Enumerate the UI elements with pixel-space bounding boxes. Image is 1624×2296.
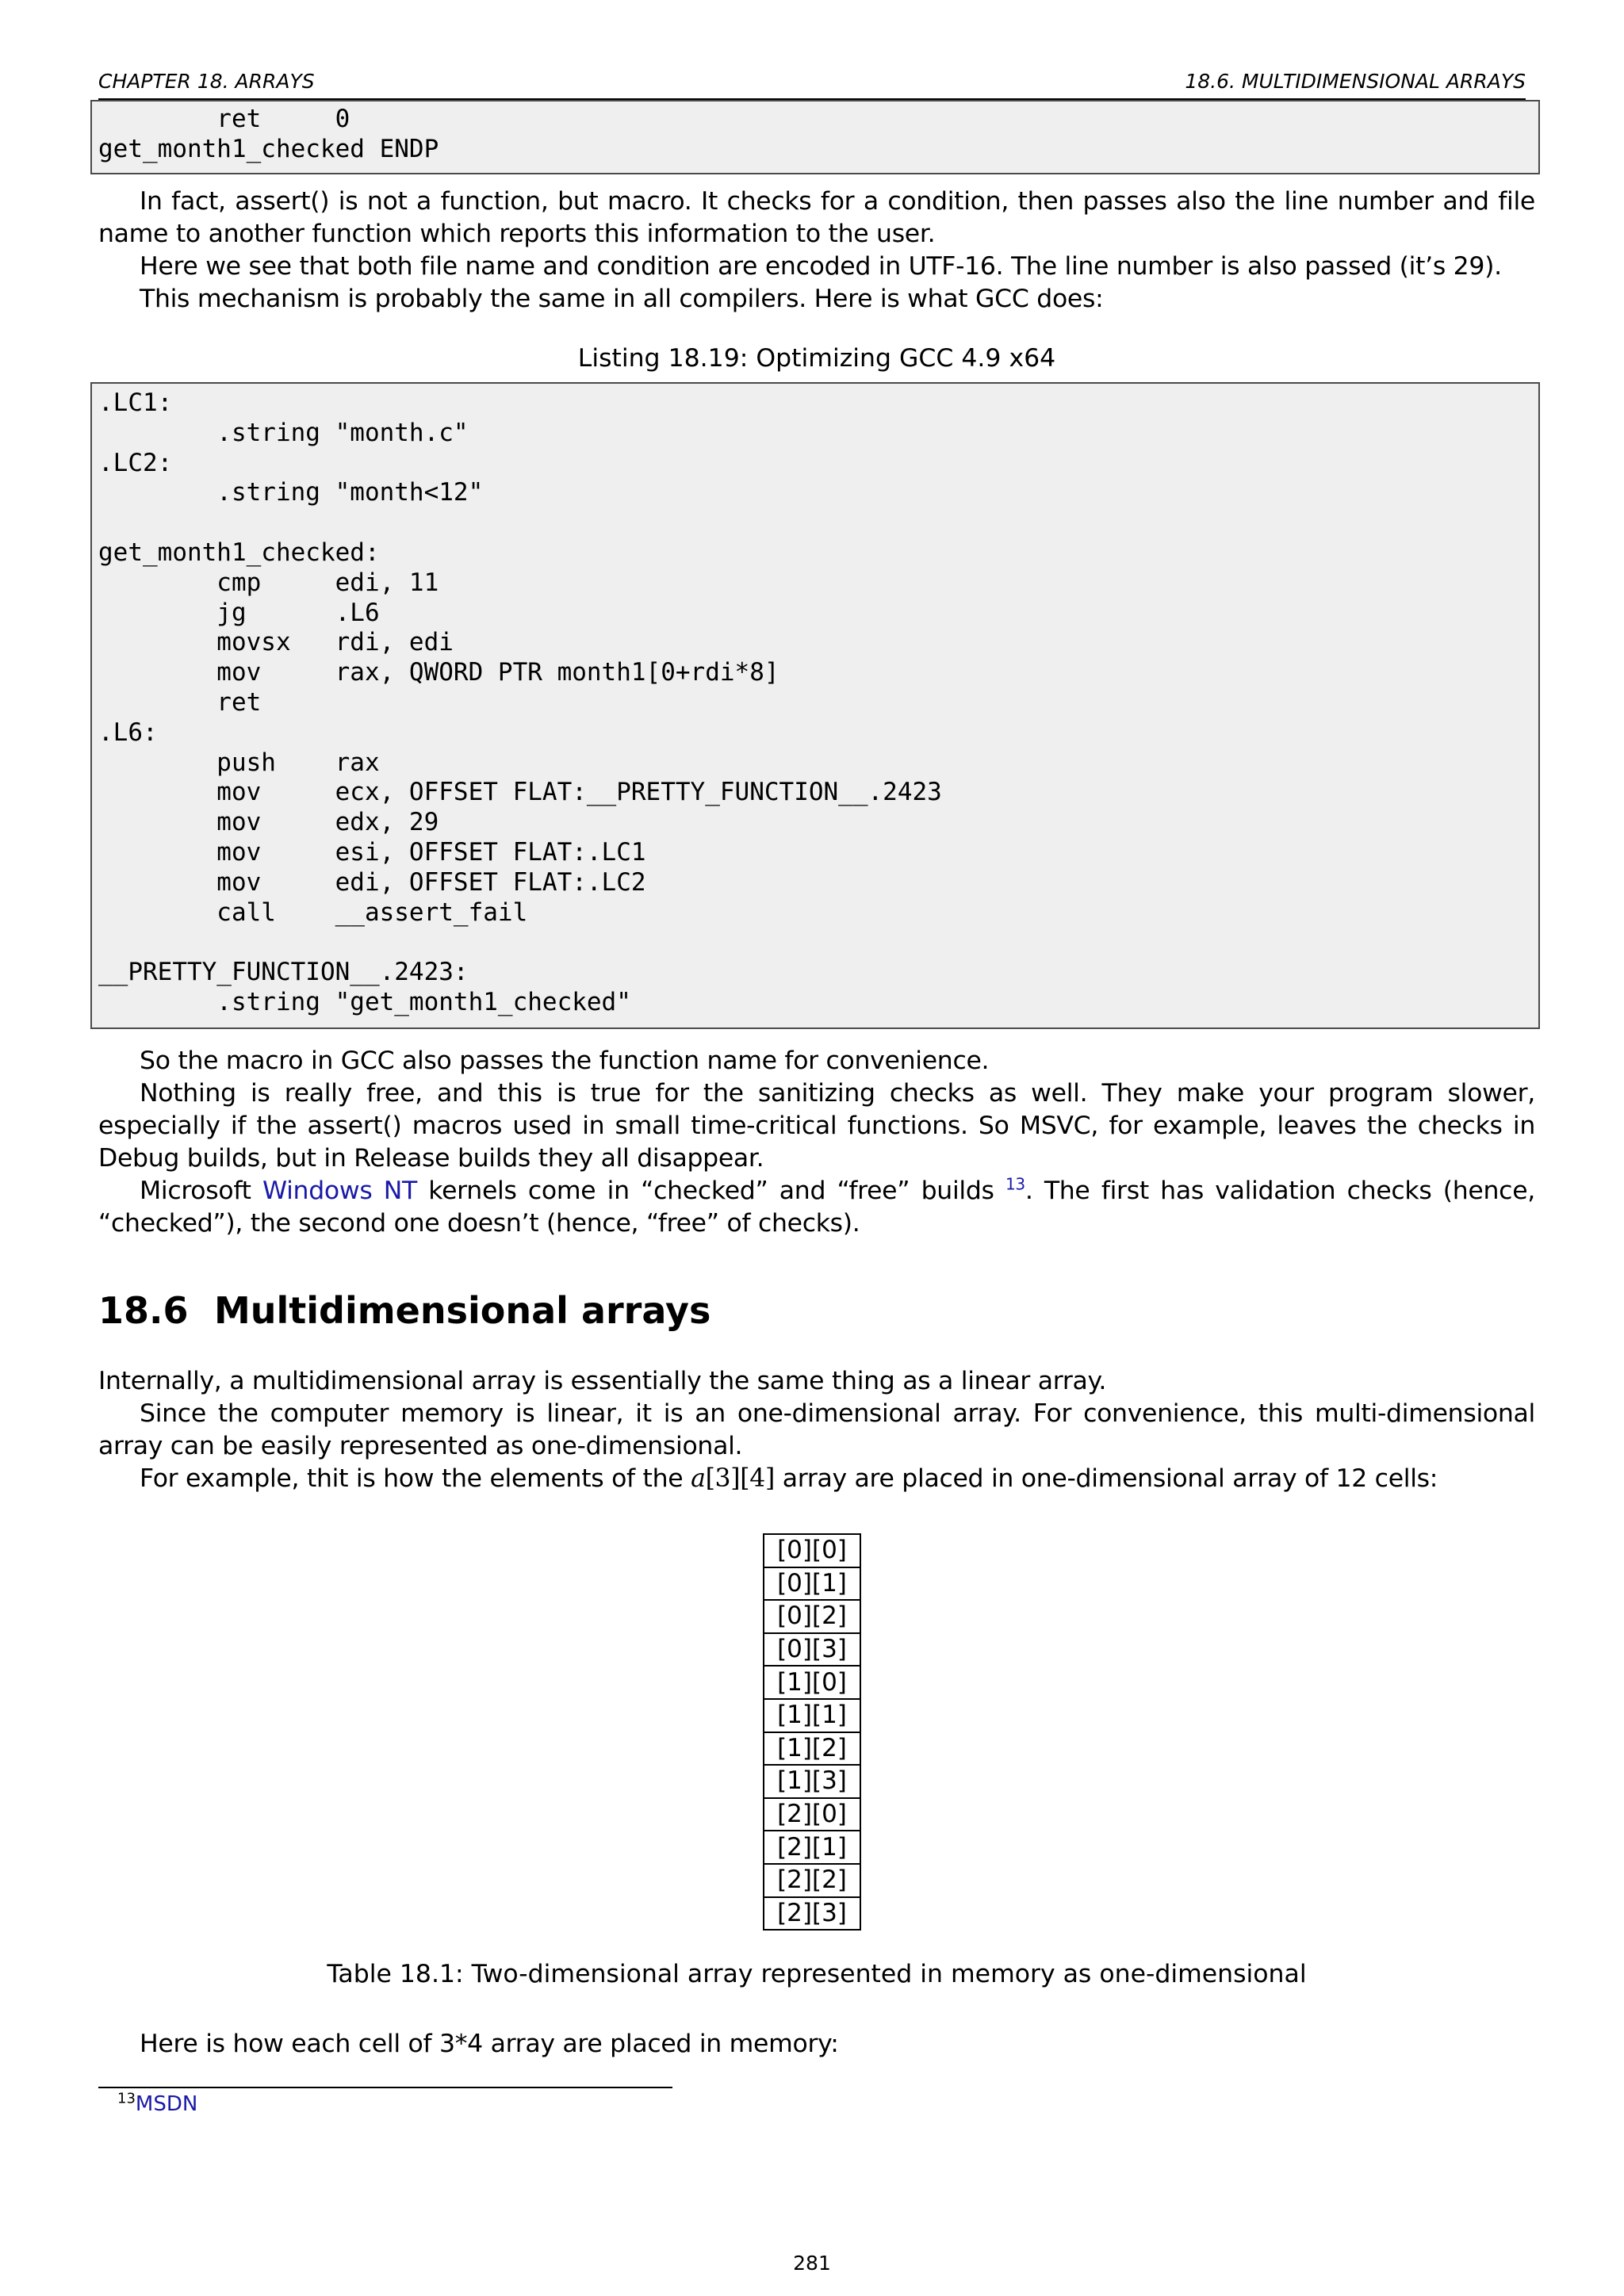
array-row <box>764 1765 860 1798</box>
table-caption: Table 18.1: Two-dimensional array represented in memory as one-dimensional <box>327 1960 1307 1988</box>
array-row <box>764 1534 860 1567</box>
array-row <box>764 1897 860 1931</box>
paragraph-assert-macro: In fact, assert() is not a function, but macro. It checks for a condition, then passes also the line number and file name to another function which reports this information to the user. <box>98 187 1535 248</box>
code-listing-gcc: .LC1: .string "month.c" .LC2: .string "month<12" get_month1_checked: cmp edi, 11 jg .L6 movsx rdi, edi mov rax, QWORD PTR month1[0+rdi*8] ret .L6: push rax mov ecx, OFFSET FLAT:__PRETTY_FUNCTION__.2423 mov edx, 29 mov esi, OFFSET FLAT:.LC1 mov edi, OFFSET FLAT:.LC2 call __assert_fail __PRETTY_FUNCTION__.2423: .string "get_month1_checked" <box>90 382 1540 1029</box>
array-cell: [2][0] <box>764 1798 860 1831</box>
footnote-number: 13 <box>117 2090 136 2107</box>
header-chapter: CHAPTER 18. ARRAYS <box>98 70 315 93</box>
footnote-ref-13[interactable]: 13 <box>1005 1174 1025 1194</box>
math-dims: [3][4] <box>705 1464 776 1493</box>
array-cell: [0][1] <box>764 1567 860 1601</box>
running-header <box>98 70 1526 100</box>
paragraph-array-example <box>98 1463 1535 1495</box>
array-cell: [1][2] <box>764 1732 860 1766</box>
section-heading <box>98 1289 710 1332</box>
array-cell: [0][0] <box>764 1534 860 1567</box>
windows-nt-text-before: Microsoft <box>140 1177 262 1205</box>
array-cell: [2][2] <box>764 1864 860 1897</box>
msdn-link[interactable]: MSDN <box>135 2092 198 2116</box>
array-layout-table <box>763 1533 861 1931</box>
array-cell: [2][3] <box>764 1897 860 1931</box>
math-a34 <box>691 1464 775 1493</box>
paragraph-windows-nt <box>98 1175 1535 1240</box>
array-row <box>764 1633 860 1667</box>
paragraph-multidim-intro: Internally, a multidimensional array is essentially the same thing as a linear array. <box>98 1367 1107 1395</box>
code-listing-msvc-tail: ret 0 get_month1_checked ENDP <box>90 100 1540 174</box>
array-row <box>764 1567 860 1601</box>
windows-nt-text-after: . The first has validation checks (hence, “checked”), the second one doesn’t (hence, “free” of checks). <box>98 1177 1535 1238</box>
header-section: 18.6. MULTIDIMENSIONAL ARRAYS <box>1185 70 1526 93</box>
section-title: Multidimensional arrays <box>214 1289 711 1332</box>
array-cell: [2][1] <box>764 1831 860 1864</box>
paragraph-memory-linear: Since the computer memory is linear, it is an one-dimensional array. For convenience, this multi-dimensional array can be easily represented as one-dimensional. <box>98 1399 1535 1460</box>
array-row <box>764 1864 860 1897</box>
paragraph-utf16: Here we see that both file name and condition are encoded in UTF-16. The line number is also passed (it’s 29). <box>140 252 1502 281</box>
paragraph-gcc-intro: This mechanism is probably the same in all compilers. Here is what GCC does: <box>140 285 1104 313</box>
array-row <box>764 1666 860 1699</box>
page-number: 281 <box>793 2252 831 2275</box>
array-example-after: array are placed in one-dimensional array of 12 cells: <box>775 1464 1438 1493</box>
array-cell: [1][3] <box>764 1765 860 1798</box>
footnote-rule <box>98 2087 672 2088</box>
listing-caption: Listing 18.19: Optimizing GCC 4.9 x64 <box>577 344 1056 373</box>
array-row <box>764 1831 860 1864</box>
array-example-before: For example, thit is how the elements of the <box>140 1464 691 1493</box>
array-cell: [1][0] <box>764 1666 860 1699</box>
section-number: 18.6 <box>98 1289 189 1332</box>
array-row <box>764 1699 860 1732</box>
array-row <box>764 1600 860 1633</box>
paragraph-gcc-function-name: So the macro in GCC also passes the function name for convenience. <box>140 1047 990 1075</box>
math-var: a <box>691 1464 706 1493</box>
array-cell: [0][3] <box>764 1633 860 1667</box>
windows-nt-text-middle: kernels come in “checked” and “free” builds <box>416 1177 1005 1205</box>
array-row <box>764 1732 860 1766</box>
paragraph-nothing-free: Nothing is really free, and this is true for the sanitizing checks as well. They make your program slower, especially if the assert() macros used in small time-critical functions. So MSVC, for example, leaves the checks in Debug builds, but in Release builds they all disappear. <box>98 1079 1535 1173</box>
array-cell: [1][1] <box>764 1699 860 1732</box>
array-cell: [0][2] <box>764 1600 860 1633</box>
paragraph-cell-placement: Here is how each cell of 3*4 array are placed in memory: <box>140 2030 839 2058</box>
array-row <box>764 1798 860 1831</box>
windows-nt-link[interactable]: Windows NT <box>262 1177 417 1205</box>
footnote-13 <box>117 2090 197 2118</box>
